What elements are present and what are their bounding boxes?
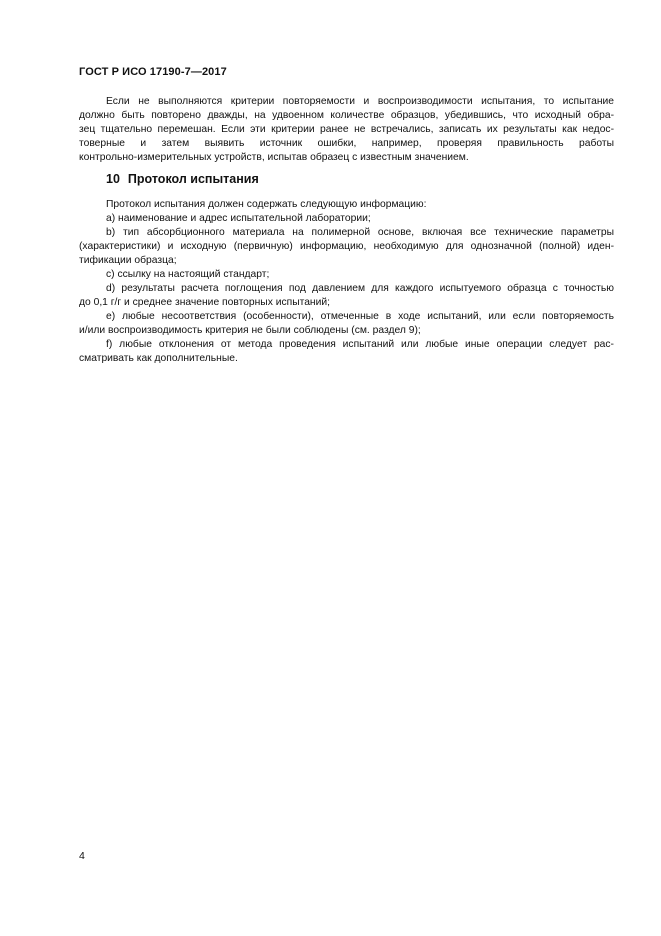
list-item-d-cont: до 0,1 г/г и среднее значение повторных испытаний; bbox=[79, 297, 330, 308]
list-item-c: c) ссылку на настоящий стандарт; bbox=[106, 269, 270, 280]
list-item-f: f) любые отклонения от метода проведения испытаний или любые иные операции следует рас- bbox=[106, 339, 614, 350]
list-item-b: b) тип абсорбционного материала на полимерной основе, включая все технические параметры bbox=[106, 227, 614, 238]
list-item-e-cont: и/или воспроизводимость критерия не были соблюдены (см. раздел 9); bbox=[79, 325, 421, 336]
list-item-d: d) результаты расчета поглощения под давлением для каждого испытуемого образца с точностью bbox=[106, 283, 614, 294]
document-header: ГОСТ Р ИСО 17190-7—2017 bbox=[79, 66, 227, 78]
list-intro: Протокол испытания должен содержать следующую информацию: bbox=[106, 199, 427, 210]
paragraph-line: зец тщательно перемешан. Если эти критерии ранее не встречались, записать их результаты как недос- bbox=[79, 124, 614, 135]
section-heading bbox=[106, 172, 259, 186]
section-title: Протокол испытания bbox=[127, 172, 259, 186]
paragraph-line: товерные и затем выявить источник ошибки, например, проверяя правильность работы bbox=[79, 138, 614, 149]
list-item-a: a) наименование и адрес испытательной лаборатории; bbox=[106, 213, 371, 224]
page-number: 4 bbox=[79, 850, 85, 862]
list-item-f-cont: сматривать как дополнительные. bbox=[79, 353, 238, 364]
paragraph-line: контрольно-измерительных устройств, испытав образец с известным значением. bbox=[79, 152, 469, 163]
paragraph-line: должно быть повторено дважды, на удвоенном количестве образцов, убедившись, что исходный обра- bbox=[79, 110, 614, 121]
paragraph-line: Если не выполняются критерии повторяемости и воспроизводимости испытания, то испытание bbox=[106, 96, 614, 107]
list-item-b-cont: тификации образца; bbox=[79, 255, 177, 266]
list-item-e: e) любые несоответствия (особенности), отмеченные в ходе испытаний, или если повторяемость bbox=[106, 311, 614, 322]
list-item-b-cont: (характеристики) и исходную (первичную) информацию, необходимую для однозначной (полной) иден- bbox=[79, 241, 614, 252]
section-number: 10 bbox=[106, 172, 120, 186]
